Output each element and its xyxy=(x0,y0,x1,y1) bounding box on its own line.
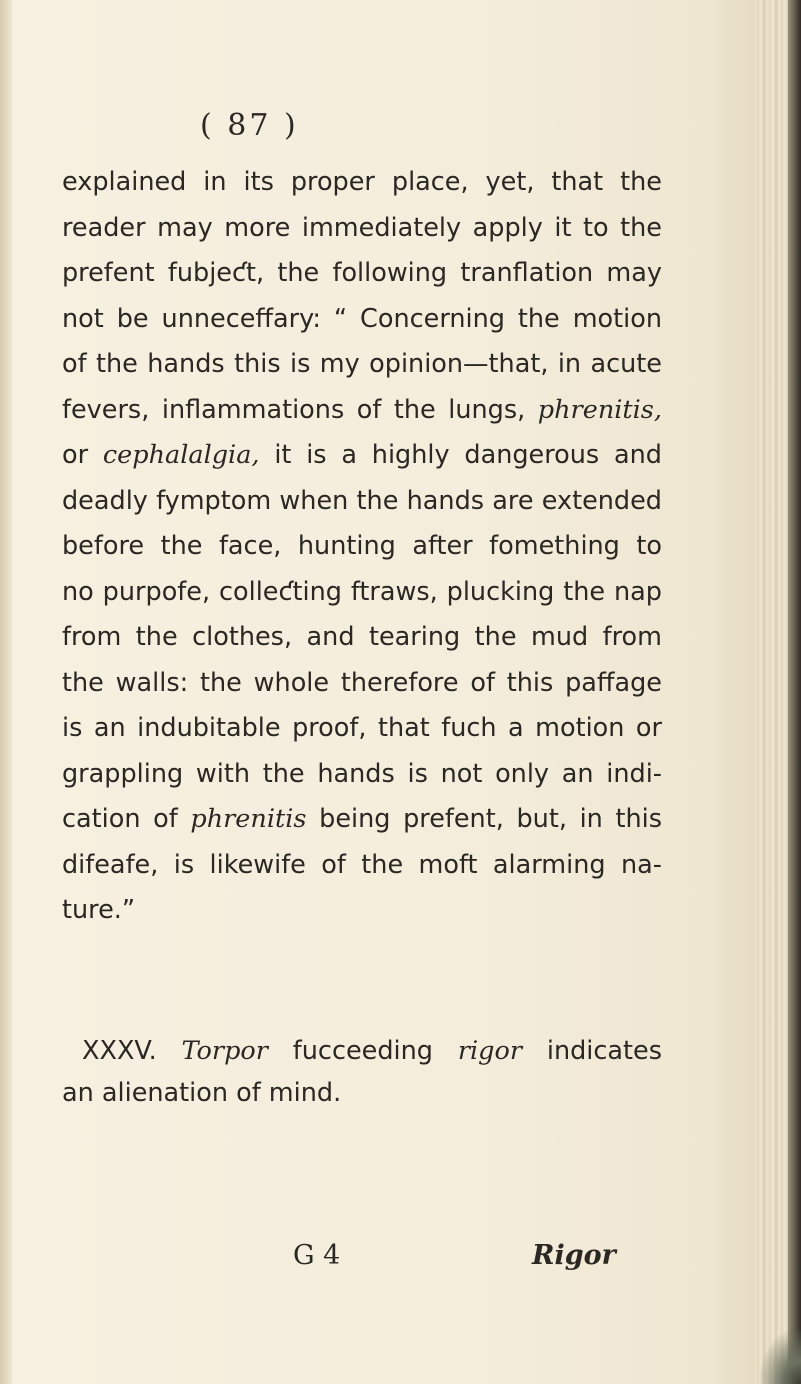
text-line: of the hands this is my opinion—that, in acute xyxy=(62,349,662,379)
text-line: the walls: the whole therefore of this paffage xyxy=(62,667,662,698)
text-line xyxy=(62,797,662,843)
text-segment: being prefent, but, in this xyxy=(306,804,662,834)
text-segment: indicates xyxy=(522,1036,663,1066)
text-segment: it is a highly dangerous and xyxy=(259,440,662,470)
text-line: before the face, hunting after fomething to xyxy=(62,531,662,561)
text-segment: cation of xyxy=(62,804,191,834)
text-line xyxy=(62,1030,662,1072)
text-line: reader may more immediately apply it to the xyxy=(62,212,662,243)
text-line: difeafe, is likewife of the moft alarming na- xyxy=(62,849,662,880)
section-number: XXXV. xyxy=(82,1036,182,1066)
text-line: is an indubitable proof, that fuch a motion or xyxy=(62,713,662,743)
italic-term: cephalalgia, xyxy=(102,440,260,470)
italic-term: phrenitis, xyxy=(537,394,662,425)
main-paragraph xyxy=(62,160,662,934)
text-line: from the clothes, and tearing the mud from xyxy=(62,622,662,652)
text-segment: fevers, inflammations of the lungs, xyxy=(62,394,538,425)
text-segment: fucceeding xyxy=(267,1036,458,1066)
page-number: ( 87 ) xyxy=(200,108,299,143)
italic-term: rigor xyxy=(457,1036,523,1066)
corner-shadow xyxy=(760,1330,801,1384)
text-line: deadly fymptom when the hands are extended xyxy=(62,485,662,516)
text-line: no purpofe, colleƈting ftraws, plucking the nap xyxy=(62,576,662,607)
text-line xyxy=(62,433,662,479)
section-xxxv-paragraph xyxy=(62,1030,662,1114)
text-line: explained in its proper place, yet, that the xyxy=(62,167,662,197)
text-line: an alienation of mind. xyxy=(62,1078,342,1108)
italic-term: phrenitis xyxy=(190,804,307,834)
book-binding xyxy=(788,0,801,1384)
italic-term: Torpor xyxy=(181,1036,268,1066)
text-segment: or xyxy=(62,440,103,470)
text-line xyxy=(62,388,662,434)
text-line: not be unneceffary: “ Concerning the motion xyxy=(62,303,662,334)
text-line: prefent fubjeƈt, the following tranflation may xyxy=(62,258,662,288)
signature-mark: G 4 xyxy=(293,1240,341,1271)
catchword: Rigor xyxy=(532,1240,616,1271)
text-line: ture.” xyxy=(62,895,136,925)
left-page-edge xyxy=(0,0,12,1384)
text-line: grappling with the hands is not only an indi- xyxy=(62,758,662,789)
